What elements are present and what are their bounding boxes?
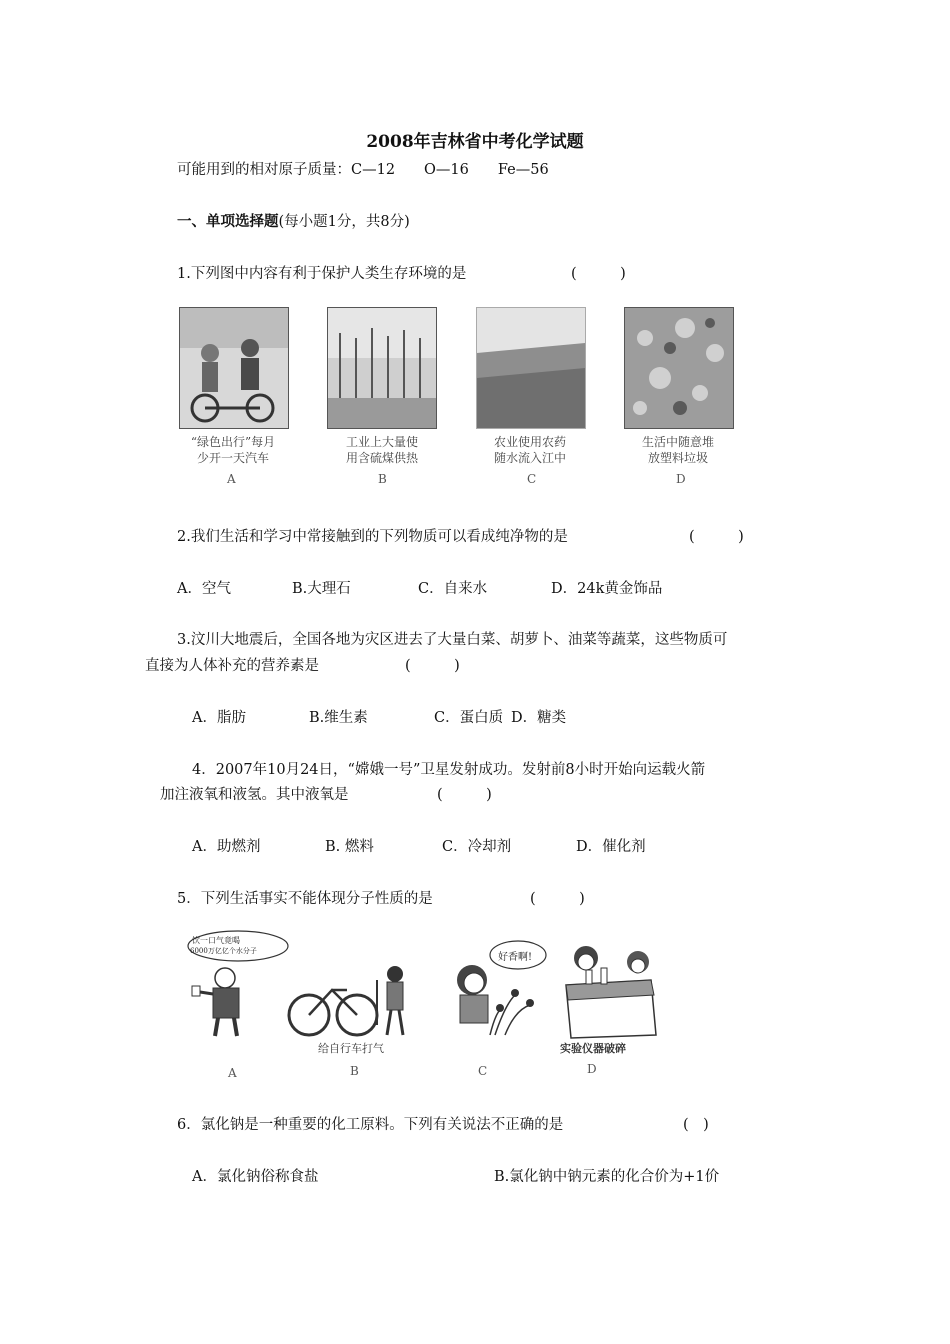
q5-cartoon-d <box>556 940 666 1040</box>
q1-caption-d: 生活中随意堆 放塑料垃圾 <box>641 435 714 465</box>
q4-option-a: A．助燃剂 <box>192 839 261 855</box>
q1-answer-paren: ( ) <box>571 266 626 282</box>
atomic-mass-line: 可能用到的相对原子质量：C—12 O—16 Fe—56 <box>177 162 549 178</box>
q3-option-c: C．蛋白质 <box>434 710 504 726</box>
q5-letter-a: A <box>228 1066 237 1080</box>
q3-option-b: B.维生素 <box>309 710 368 726</box>
q4-option-b: B. 燃料 <box>325 839 374 855</box>
q3-stem-line2: 直接为人体补充的营养素是 <box>145 658 319 674</box>
q5-caption-d: 实验仪器破碎 <box>560 1042 626 1055</box>
cyclists-illustration <box>180 308 288 428</box>
q5-cartoon-b <box>287 960 417 1040</box>
farmland-illustration <box>477 308 585 428</box>
q1-letter-d: D <box>676 472 686 486</box>
q3-stem-line1: 3.汶川大地震后，全国各地为灾区进去了大量白菜、胡萝卜、油菜等蔬菜，这些物质可 <box>177 632 728 648</box>
q4-answer-paren: ( ) <box>437 787 492 803</box>
q2-option-d: D．24k黄金饰品 <box>551 581 663 597</box>
q1-caption-c: 农业使用农药 随水流入江中 <box>493 435 566 465</box>
q1-stem: 1.下列图中内容有利于保护人类生存环境的是 <box>177 266 467 282</box>
q6-option-b: B.氯化钠中钠元素的化合价为+1价 <box>494 1169 720 1185</box>
section-heading <box>177 210 410 231</box>
q1-image-a-photo <box>179 307 289 429</box>
q5-letter-d: D <box>587 1062 597 1076</box>
q1-caption-a: “绿色出行”每月 少开一天汽车 <box>190 435 276 465</box>
broken-instruments-illustration <box>556 940 666 1040</box>
q4-stem-line1: 4．2007年10月24日，“嫦娥一号”卫星发射成功。发射前8小时开始向运载火箭 <box>192 762 706 778</box>
q6-option-a: A．氯化钠俗称食盐 <box>192 1169 319 1185</box>
section-note: (每小题1分，共8分) <box>278 214 410 230</box>
q2-option-a: A．空气 <box>177 581 231 597</box>
q1-image-d-photo <box>624 307 734 429</box>
section-title: 一、单项选择题 <box>177 213 279 230</box>
q5-stem: 5．下列生活事实不能体现分子性质的是 <box>177 891 433 907</box>
q5-bubble-c: 好香啊! <box>498 952 533 963</box>
q5-answer-paren: ( ) <box>530 891 585 907</box>
q5-caption-b: 给自行车打气 <box>318 1042 384 1055</box>
bicycle-pump-illustration <box>287 960 417 1040</box>
q4-option-d: D．催化剂 <box>576 839 646 855</box>
q1-caption-b: 工业上大量使 用含硫煤供热 <box>345 435 418 465</box>
q3-option-a: A．脂肪 <box>192 710 246 726</box>
q6-stem: 6．氯化钠是一种重要的化工原料。下列有关说法不正确的是 <box>177 1117 564 1133</box>
q5-cartoon-c <box>440 935 550 1040</box>
girl-smelling-flowers-illustration <box>440 935 550 1040</box>
q5-cartoon-a <box>180 930 290 1040</box>
page-title: 2008年吉林省中考化学试题 <box>366 132 584 152</box>
q6-answer-paren: ( ) <box>683 1117 709 1133</box>
q5-letter-c: C <box>478 1064 488 1078</box>
smokestack-illustration <box>328 308 436 428</box>
q1-image-b-photo <box>327 307 437 429</box>
q1-image-c-photo <box>476 307 586 429</box>
q5-bubble-a-line2: 6000万亿亿个水分子 <box>190 947 257 955</box>
q3-option-d: D．糖类 <box>511 710 567 726</box>
q1-letter-a: A <box>227 472 236 486</box>
q5-bubble-a-line1: 饮一口气竟喝 <box>192 936 240 945</box>
q2-option-b: B.大理石 <box>292 581 351 597</box>
q2-option-c: C．自来水 <box>418 581 488 597</box>
q1-letter-c: C <box>527 472 537 486</box>
q2-stem: 2.我们生活和学习中常接触到的下列物质可以看成纯净物的是 <box>177 529 568 545</box>
q2-answer-paren: ( ) <box>689 529 744 545</box>
q4-option-c: C．冷却剂 <box>442 839 512 855</box>
q4-stem-line2: 加注液氧和液氢。其中液氧是 <box>160 787 349 803</box>
q5-letter-b: B <box>350 1064 359 1078</box>
q1-letter-b: B <box>378 472 387 486</box>
q3-answer-paren: ( ) <box>405 658 460 674</box>
garbage-pile-illustration <box>625 308 733 428</box>
